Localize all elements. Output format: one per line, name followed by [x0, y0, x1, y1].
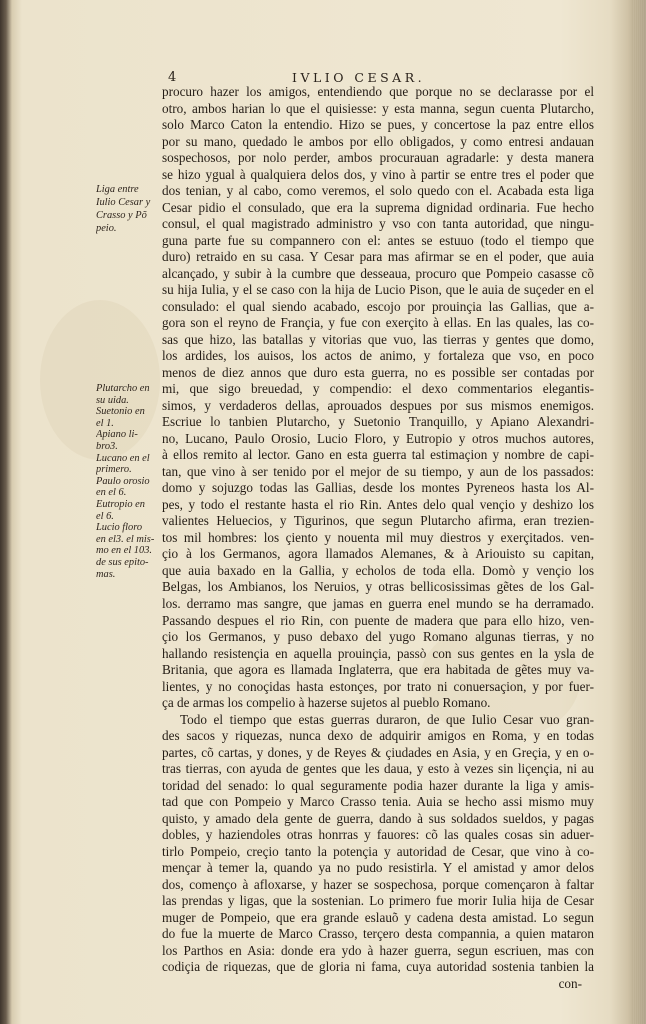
text-line: Cesar pidio el consulado, que era la suprema dignidad ordinaria. Fue hecho [162, 199, 594, 215]
margin-note-line: bro3. [96, 441, 118, 452]
text-line: Belgas, los Ambianos, los Neruios, y otras bellicosissimas gẽtes de los Gal- [162, 579, 594, 595]
text-line: quisto, y amado dela gente de guerra, dando à sus soldados sueldos, y pagas [162, 810, 594, 826]
text-line: tirlo Pompeio, creçio tanto la potençia y autoridad de Cesar, que vino à co- [162, 843, 594, 859]
text-line: valientes Heluecios, y Tigurinos, que segun Plutarcho afirma, eran trezien- [162, 513, 594, 529]
text-line: alcançado, y subir à la cumbre que desseaua, procuro que Pompeio casasse cõ [162, 265, 594, 281]
margin-note-line: Plutarcho en [96, 383, 150, 394]
margin-note-line: en el3. el mis- [96, 533, 155, 545]
text-line: otro, ambos harian lo que el quisiesse: y esta manna, segun cuenta Plutarcho, [162, 100, 594, 116]
margin-note-line: Liga entre [96, 184, 139, 195]
text-line: las prendas y ligas, que la sostenian. Lo primero fue morir Iulia hija de Cesar [162, 893, 594, 909]
margin-note-line: su uida. [96, 394, 129, 406]
text-line: menos de diez annos que duro esta guerra, no es possible ser contadas por [162, 364, 594, 380]
text-line: no, Lucano, Paulo Orosio, Lucio Floro, y Eutropio y otros muchos autores, [162, 430, 594, 446]
text-line: dos, començo à afloxarse, y hazer se sospechosa, porque començaron à faltar [162, 876, 594, 892]
text-line: Escriue lo tanbien Plutarcho, y Suetonio Tranquillo, y Apiano Alexandri- [162, 414, 594, 430]
text-line: hallando resistençia en aquella prouinçia, passò con sus gentes en la ysla de [162, 645, 594, 661]
margin-note-line: el 1. [96, 417, 114, 429]
text-line: dos tenian, y al cabo, como veremos, el solo quedo con el. Acabada esta liga [162, 183, 594, 199]
text-line: gora son el reyno de Françia, y fue con exerçito à ellas. En las quales, las co- [162, 315, 594, 331]
text-line: toridad del senado: lo qual seguramente podia hazer durante la liga y amis- [162, 777, 594, 793]
text-line: procuro hazer los amigos, entendiendo que porque no se declarasse por el [162, 84, 594, 99]
text-line: des sacos y riquezas, nunca dexo de adquirir amigos en Roma, y en todas [162, 728, 594, 744]
text-line: tad que con Pompeio y Marco Crasso tenia. Auia se hecho assi mismo muy [162, 794, 594, 810]
margin-note-line: peio. [96, 223, 117, 234]
text-line: dobles, y haziendoles otras honrras y fauores: cõ las quales cosas sin aduer- [162, 827, 594, 843]
page-number: 4 [168, 70, 177, 85]
text-line: domo y sojuzgo todas las Gallias, desde los montes Pyreneos hasta los Al- [162, 480, 594, 496]
margin-note-line: Apiano li- [96, 429, 138, 441]
margin-note-line: primero. [96, 464, 132, 476]
text-line: çio los Germanos, y puso debaxo del yugo Romano algunas tierras, y no [162, 629, 594, 645]
text-line: sas que hizo, las batallas y vitorias que vuo, las tierras y gentes que domo, [162, 331, 594, 347]
body-text [162, 84, 594, 992]
text-line: tos mil hombres: los çiento y nouenta mil muy diestros y exerçitados. ven- [162, 529, 594, 545]
page-edge [632, 0, 646, 1024]
text-line: simos, y verdaderos dellas, aprouados despues por sus mismos enemigos. [162, 397, 594, 413]
text-line: solo Marco Caton la entendio. Hizo se pues, y concertose la paz entre ellos [162, 117, 594, 133]
text-line: partes, cõ cartas, y dones, y de Reyes & çiudades en Asia, y en Greçia, y en o- [162, 744, 594, 760]
text-line: por su mano, quedado le ambos por ello obligados, y como entresi andauan [162, 133, 594, 149]
margin-note-line: Eutropio en [96, 499, 145, 510]
text-line: à ellos remito al lector. Gano en esta guerra tal estimaçion y nombre de capi- [162, 447, 594, 463]
text-line: tan, que vino à ser tenido por el mejor de su tiempo, y aun de los passados: [162, 463, 594, 479]
text-line: tras tierras, con ayuda de gentes que les daua, y esto à vezes sin liçençia, ni au [162, 761, 594, 777]
margin-note-line: Crasso y Põ [96, 210, 147, 221]
text-line: lientes, y no conoçidas hasta estonçes, por trato ni conuersaçion, y por fuer- [162, 678, 594, 694]
margin-note-line: Lucano en el [96, 452, 150, 464]
margin-note-line: el 6. [96, 510, 114, 522]
text-line: Britania, que agora es llamada Inglaterra, que era habitada de gẽtes muy va- [162, 662, 594, 678]
text-line: mençar à temer la, quando ya no pudo resistirla. Y el amistad y amor delos [162, 860, 594, 876]
text-line: los ardides, los auisos, los actos de animo, y fortaleza que vso, en poco [162, 348, 594, 364]
text-line: codiçia de riquezas, que de gloria ni fama, cuya autoridad sostenia tanbien la [162, 959, 594, 975]
text-line: consulado: el qual siendo acabado, escojo por prouinçia las Gallias, que a- [162, 298, 594, 314]
text-line: Passando despues el rio Rin, con puente de madera que para ello hizo, ven- [162, 612, 594, 628]
running-title: IVLIO CESAR. [292, 70, 426, 85]
text-line: çio à los Germanos, agora llamados Alemanes, & à Ariouisto su capitan, [162, 546, 594, 562]
margin-note-line: en el 6. [96, 487, 127, 499]
text-line: Todo el tiempo que estas guerras duraron, de que Iulio Cesar vuo gran- [180, 711, 594, 727]
text-line: su hija Iulia, y el se caso con la hija de Lucio Pison, que le auia de suçeder en el [162, 282, 594, 298]
text-line: pes, y todo el restante hasta el rio Rin. Antes delo qual vençio y deshizo los [162, 496, 594, 512]
text-line: duro) retraido en su casa. Y Cesar para mas afirmar se en el poder, que auia [162, 249, 594, 265]
margin-note-line: Suetonio en [96, 406, 145, 418]
margin-note-line: mas. [96, 568, 116, 580]
text-line: mi, que sigo breuedad, y compendio: el dexo commentarios elegantis- [162, 381, 594, 397]
text-line: ça de armas los compelio à hazerse sujetos al pueblo Romano. [162, 695, 491, 711]
margin-note-line: de sus epito- [96, 557, 149, 568]
text-line: los Parthos en Asia: donde era ydo à hazer guerra, segun escriuen, mas con [162, 942, 594, 958]
margin-note-line: Lucio floro [96, 522, 143, 534]
margin-note-line: Iulio Cesar y [96, 197, 151, 208]
margin-note-line: mo en el 103. [96, 545, 152, 557]
text-line: sospechosos, por nolo perder, ambos procurauan agradarle: y desta manera [162, 150, 594, 166]
text-line: los. derramo mas sangre, que jamas en guerra enel mundo se ha derramado. [162, 595, 594, 611]
text-line: se hizo ygual à qualquiera delos dos, y vino à partir se entre tres el poder que [162, 166, 594, 182]
text-line: que auia baxado en la Gallia, y echolos de toda ella. Domò y vençio los [162, 562, 594, 578]
text-line: do fue la muerte de Marco Crasso, terçero desta compannia, a quien mataron [162, 926, 594, 942]
text-line: muger de Pompeio, que era grande eslauõ y cadena desta amistad. Lo segun [162, 909, 594, 925]
text-line: consul, el qual magistrado administro y vso con tanta autoridad, que ningu- [162, 216, 594, 232]
catchword: con- [558, 975, 582, 991]
text-line: guna parte fue su compannero con el: antes se estuuo (todo el tiempo que [162, 232, 594, 248]
margin-note-line: Paulo orosio [96, 475, 150, 487]
